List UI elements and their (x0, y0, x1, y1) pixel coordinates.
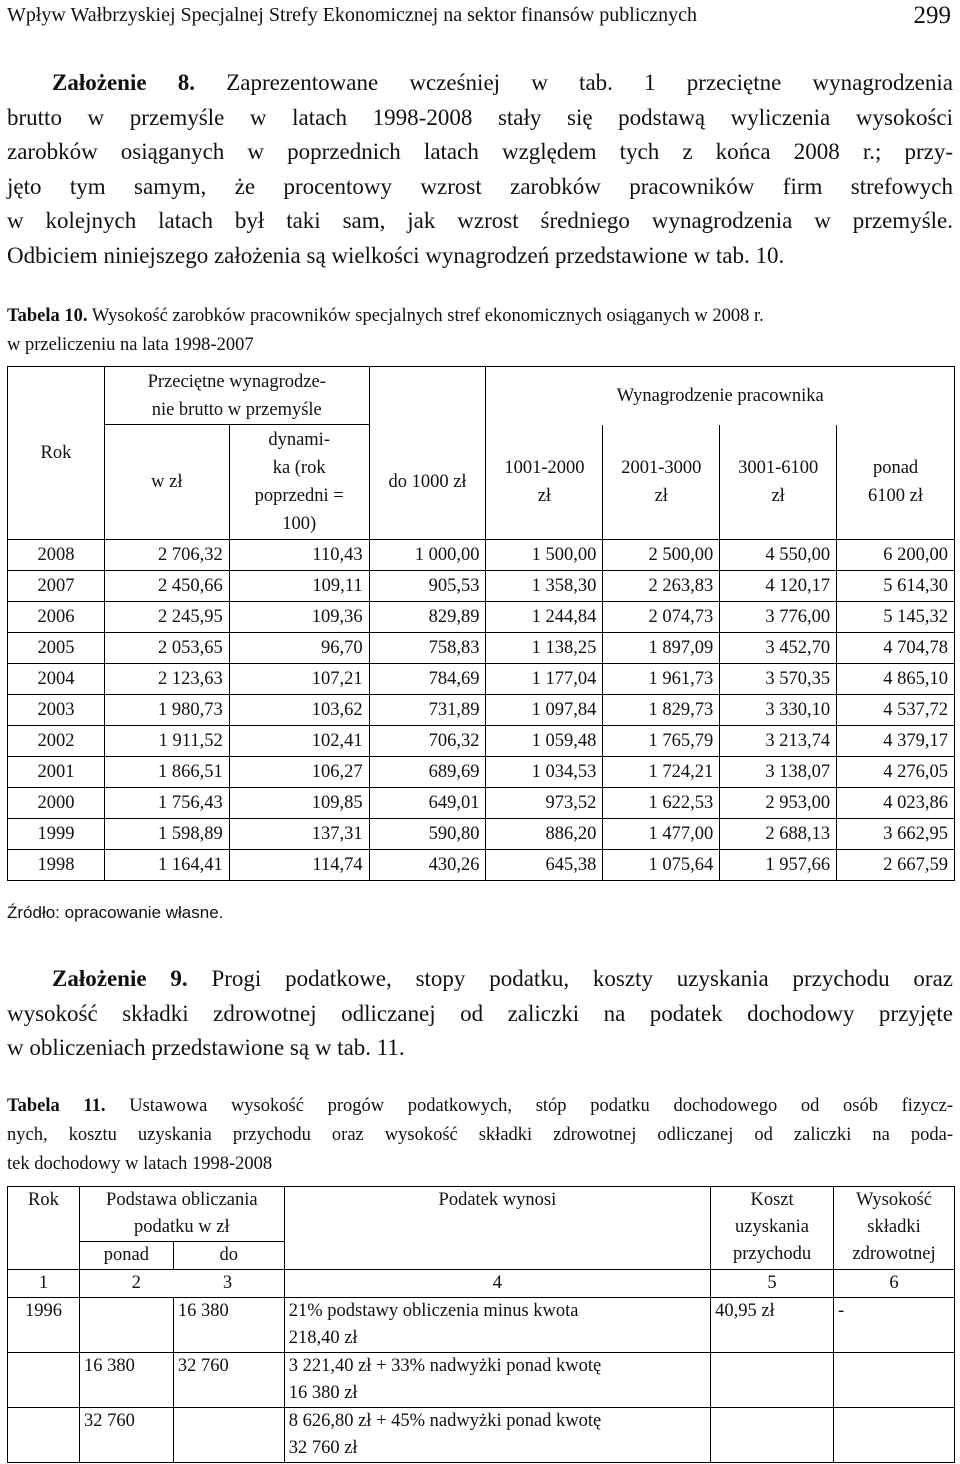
header-dynamics: dynami- ka (rok poprzedni = 100) (229, 425, 369, 540)
value-cell: 590,80 (369, 819, 486, 850)
t11-col-number: 5 (711, 1270, 834, 1298)
value-cell: 3 662,95 (837, 819, 955, 850)
value-cell: 6 200,00 (837, 540, 955, 571)
table-row (8, 664, 955, 695)
t11-year-cell (8, 1353, 80, 1408)
assumption-9-line: Założenie 9. Progi podatkowe, stopy podatku, koszty uzyskania przychodu oraz (52, 966, 954, 991)
value-cell: 2 123,63 (104, 664, 229, 695)
value-cell: 5 145,32 (837, 602, 955, 633)
year-cell: 1999 (8, 819, 105, 850)
t11-header-year: Rok (8, 1187, 80, 1270)
t11-col-number: 1 (8, 1270, 80, 1298)
value-cell: 137,31 (229, 819, 369, 850)
table-row (8, 602, 955, 633)
value-cell: 430,26 (369, 850, 486, 881)
t11-cost-cell: 40,95 zł (711, 1298, 834, 1353)
year-cell: 2002 (8, 726, 105, 757)
t11-year-cell (8, 1408, 80, 1463)
header-band-4: 3001-6100 zł (720, 425, 837, 540)
table-row (8, 726, 955, 757)
table-row (8, 633, 955, 664)
t11-from-cell: 32 760 (79, 1408, 173, 1463)
assumption-9-paragraph (7, 962, 953, 1066)
year-cell: 2001 (8, 757, 105, 788)
header-band-5: ponad 6100 zł (837, 425, 955, 540)
value-cell: 2 500,00 (603, 540, 720, 571)
table-row (8, 788, 955, 819)
assumption-8-line: Założenie 8. Zaprezentowane wcześniej w tab. 1 przeciętne wynagrodzenia (52, 70, 953, 95)
value-cell: 4 379,17 (837, 726, 955, 757)
t11-health-cell (834, 1408, 955, 1463)
table-row (8, 540, 955, 571)
value-cell: 2 074,73 (603, 602, 720, 633)
year-cell: 2005 (8, 633, 105, 664)
value-cell: 1 866,51 (104, 757, 229, 788)
value-cell: 109,11 (229, 571, 369, 602)
t11-col-number: 6 (834, 1270, 955, 1298)
t11-col-number: 4 (284, 1270, 710, 1298)
value-cell: 110,43 (229, 540, 369, 571)
table-11-label: Tabela 11. (7, 1096, 106, 1116)
assumption-8-line: jęto tym samym, że procentowy wzrost zarobków pracowników firm strefowych (7, 173, 953, 199)
value-cell: 106,27 (229, 757, 369, 788)
value-cell: 706,32 (369, 726, 486, 757)
value-cell: 3 213,74 (720, 726, 837, 757)
value-cell: 1 059,48 (486, 726, 603, 757)
assumption-8-line: zarobków osiąganych w poprzednich latach względem tych z końca 2008 r.; przy- (7, 139, 953, 164)
header-employee-wage: Wynagrodzenie pracownika (486, 367, 955, 425)
value-cell: 1 034,53 (486, 757, 603, 788)
t11-cost-cell (711, 1353, 834, 1408)
header-band-1: do 1000 zł (369, 425, 486, 540)
year-cell: 1998 (8, 850, 105, 881)
t11-col-number: 2 3 (79, 1270, 284, 1298)
value-cell: 2 263,83 (603, 571, 720, 602)
value-cell: 1 097,84 (486, 695, 603, 726)
value-cell: 649,01 (369, 788, 486, 819)
running-head-title: Wpływ Wałbrzyskiej Specjalnej Strefy Ekonomicznej na sektor finansów publicznych (7, 4, 698, 26)
value-cell: 2 953,00 (720, 788, 837, 819)
value-cell: 107,21 (229, 664, 369, 695)
value-cell: 1 138,25 (486, 633, 603, 664)
header-band-3: 2001-3000 zł (603, 425, 720, 540)
t11-tax-cell: 8 626,80 zł + 45% nadwyżki ponad kwotę 32 760 zł (284, 1408, 710, 1463)
running-head (7, 2, 953, 28)
value-cell: 1 177,04 (486, 664, 603, 695)
table-11 (7, 1186, 955, 1463)
t11-from-cell (79, 1298, 173, 1353)
value-cell: 1 500,00 (486, 540, 603, 571)
value-cell: 109,36 (229, 602, 369, 633)
table-row (8, 695, 955, 726)
value-cell: 4 704,78 (837, 633, 955, 664)
value-cell: 1 244,84 (486, 602, 603, 633)
value-cell: 4 550,00 (720, 540, 837, 571)
header-band-2: 1001-2000 zł (486, 425, 603, 540)
value-cell: 103,62 (229, 695, 369, 726)
t11-to-cell: 32 760 (173, 1353, 284, 1408)
assumption-9-line: w obliczeniach przedstawione są w tab. 11. (7, 1035, 405, 1060)
t11-header-cost: Koszt uzyskania przychodu (711, 1187, 834, 1270)
assumption-9-line: wysokość składki zdrowotnej odliczanej od zaliczki na podatek dochodowy przyjęte (7, 1000, 953, 1026)
value-cell: 1 622,53 (603, 788, 720, 819)
t11-cost-cell (711, 1408, 834, 1463)
value-cell: 731,89 (369, 695, 486, 726)
value-cell: 2 450,66 (104, 571, 229, 602)
table-row (8, 1298, 955, 1353)
value-cell: 1 358,30 (486, 571, 603, 602)
value-cell: 96,70 (229, 633, 369, 664)
value-cell: 1 897,09 (603, 633, 720, 664)
value-cell: 784,69 (369, 664, 486, 695)
value-cell: 3 776,00 (720, 602, 837, 633)
t11-tax-cell: 21% podstawy obliczenia minus kwota 218,40 zł (284, 1298, 710, 1353)
t11-health-cell (834, 1353, 955, 1408)
value-cell: 1 829,73 (603, 695, 720, 726)
year-cell: 2007 (8, 571, 105, 602)
table-10 (7, 366, 955, 881)
value-cell: 102,41 (229, 726, 369, 757)
value-cell: 4 276,05 (837, 757, 955, 788)
value-cell: 689,69 (369, 757, 486, 788)
t11-to-cell (173, 1408, 284, 1463)
value-cell: 1 957,66 (720, 850, 837, 881)
value-cell: 3 452,70 (720, 633, 837, 664)
value-cell: 973,52 (486, 788, 603, 819)
value-cell: 1 961,73 (603, 664, 720, 695)
t11-tax-cell: 3 221,40 zł + 33% nadwyżki ponad kwotę 16 380 zł (284, 1353, 710, 1408)
year-cell: 2008 (8, 540, 105, 571)
table-row (8, 571, 955, 602)
assumption-8-line: brutto w przemyśle w latach 1998-2008 stały się podstawą wyliczenia wysokości (7, 104, 953, 130)
value-cell: 2 688,13 (720, 819, 837, 850)
year-cell: 2000 (8, 788, 105, 819)
value-cell: 4 537,72 (837, 695, 955, 726)
year-cell: 2006 (8, 602, 105, 633)
assumption-8-paragraph (7, 66, 953, 273)
value-cell: 1 911,52 (104, 726, 229, 757)
value-cell: 1 598,89 (104, 819, 229, 850)
value-cell: 886,20 (486, 819, 603, 850)
table-10-source: Źródło: opracowanie własne. (7, 903, 224, 922)
assumption-8-line: Odbiciem niniejszego założenia są wielkości wynagrodzeń przedstawione w tab. 10. (7, 242, 785, 268)
assumption-8-line: w kolejnych latach był taki sam, jak wzrost średniego wynagrodzenia w przemyśle. (7, 208, 953, 233)
year-cell: 2004 (8, 664, 105, 695)
header-avg-wage: Przeciętne wynagrodze- nie brutto w przemyśle (104, 367, 369, 425)
page-number: 299 (913, 2, 951, 29)
table-row (8, 1353, 955, 1408)
value-cell: 3 570,35 (720, 664, 837, 695)
value-cell: 1 000,00 (369, 540, 486, 571)
t11-year-cell: 1996 (8, 1298, 80, 1353)
value-cell: 4 865,10 (837, 664, 955, 695)
value-cell: 1 756,43 (104, 788, 229, 819)
value-cell: 4 023,86 (837, 788, 955, 819)
table-11-caption: Tabela 11. Ustawowa wysokość progów podatkowych, stóp podatku dochodowego od osób fizycz- nych, kosztu uzyskania przychodu oraz wysokość składki zdrowotnej odliczanej od zaliczki na poda- tek dochodowy w latach 1998-2008 (7, 1096, 953, 1174)
t11-header-from: ponad (79, 1242, 173, 1270)
t11-header-basis: Podstawa obliczania podatku w zł (79, 1187, 284, 1242)
table-10-caption: Tabela 10. Wysokość zarobków pracowników specjalnych stref ekonomicznych osiąganych w 2008 r. w przeliczeniu na lata 1998-2007 (7, 306, 764, 355)
value-cell: 3 330,10 (720, 695, 837, 726)
value-cell: 2 667,59 (837, 850, 955, 881)
t11-to-cell: 16 380 (173, 1298, 284, 1353)
value-cell: 829,89 (369, 602, 486, 633)
value-cell: 5 614,30 (837, 571, 955, 602)
value-cell: 1 075,64 (603, 850, 720, 881)
value-cell: 114,74 (229, 850, 369, 881)
table-row (8, 819, 955, 850)
t11-header-health: Wysokość składki zdrowotnej (834, 1187, 955, 1270)
value-cell: 905,53 (369, 571, 486, 602)
table-row (8, 757, 955, 788)
value-cell: 1 765,79 (603, 726, 720, 757)
value-cell: 1 724,21 (603, 757, 720, 788)
value-cell: 109,85 (229, 788, 369, 819)
value-cell: 758,83 (369, 633, 486, 664)
value-cell: 645,38 (486, 850, 603, 881)
header-year: Rok (8, 367, 105, 540)
value-cell: 2 245,95 (104, 602, 229, 633)
value-cell: 2 053,65 (104, 633, 229, 664)
year-cell: 2003 (8, 695, 105, 726)
t11-health-cell: - (834, 1298, 955, 1353)
table-row (8, 1408, 955, 1463)
value-cell: 1 164,41 (104, 850, 229, 881)
value-cell: 4 120,17 (720, 571, 837, 602)
value-cell: 2 706,32 (104, 540, 229, 571)
value-cell: 1 477,00 (603, 819, 720, 850)
table-row (8, 850, 955, 881)
header-pln: w zł (104, 425, 229, 540)
value-cell: 1 980,73 (104, 695, 229, 726)
t11-header-to: do (173, 1242, 284, 1270)
table-10-label: Tabela 10. (7, 306, 88, 326)
t11-header-tax: Podatek wynosi (284, 1187, 710, 1270)
value-cell: 3 138,07 (720, 757, 837, 788)
t11-from-cell: 16 380 (79, 1353, 173, 1408)
